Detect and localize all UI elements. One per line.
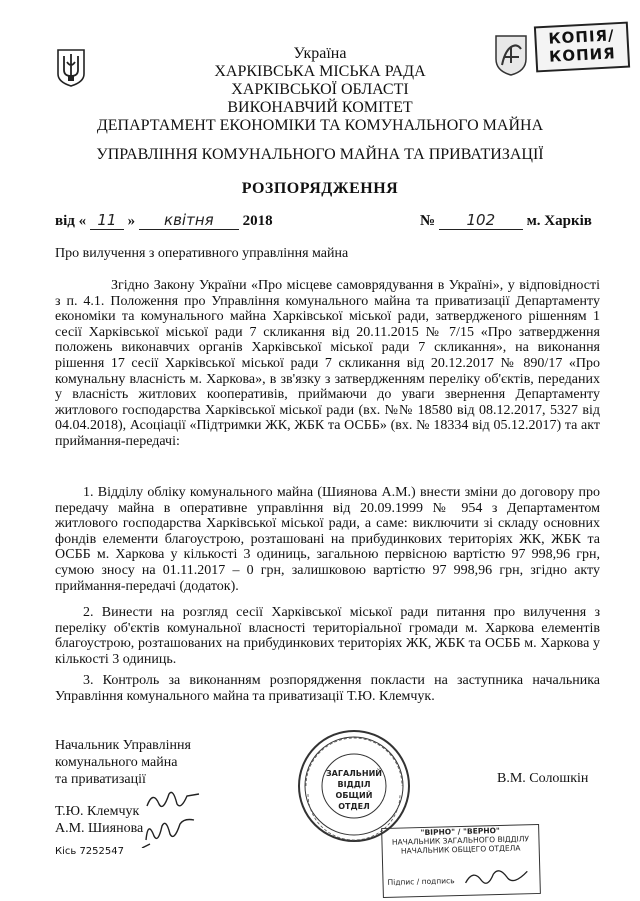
prepared-by-1: Т.Ю. Клемчук bbox=[55, 804, 140, 819]
signatory-title bbox=[55, 737, 191, 788]
cert-line-1: НАЧАЛЬНИК ЗАГАЛЬНОГО ВІДДІЛУ bbox=[391, 834, 530, 847]
signatory-title-line1: Начальник Управління bbox=[55, 738, 191, 753]
cert-sign-label: Підпис / подпись bbox=[387, 876, 455, 887]
seal-line-1: ЗАГАЛЬНИЙ bbox=[326, 769, 382, 778]
body-item-3: 3. Контроль за виконанням розпорядження покласти на заступника начальника Управління комунального майна та приватизації Т.Ю. Клемчук. bbox=[55, 673, 600, 704]
date-prefix: від « bbox=[55, 213, 87, 229]
head-name: В.М. Солошкін bbox=[497, 771, 589, 786]
header-office: УПРАВЛІННЯ КОМУНАЛЬНОГО МАЙНА ТА ПРИВАТИЗАЦІЇ bbox=[96, 146, 544, 163]
document-number: 102 bbox=[439, 211, 523, 230]
signatory-title-line3: та приватизації bbox=[55, 772, 146, 787]
date-mid: » bbox=[127, 213, 136, 229]
seal-center-text bbox=[324, 768, 384, 812]
date-month: квітня bbox=[139, 211, 239, 230]
date-day: 11 bbox=[90, 211, 124, 230]
number-block bbox=[420, 211, 610, 231]
city-name: м. Харків bbox=[526, 213, 592, 229]
header-department: ДЕПАРТАМЕНТ ЕКОНОМІКИ ТА КОМУНАЛЬНОГО МАЙНА bbox=[96, 117, 544, 134]
kis-code: Кісь 7252547 bbox=[55, 846, 124, 857]
prepared-by-2: А.М. Шиянова bbox=[55, 821, 144, 836]
cert-signature-scribble bbox=[461, 863, 532, 891]
body-item-1: 1. Відділу обліку комунального майна (Шиянова А.М.) внести зміни до договору про передачу майна в оперативне управління від 20.09.1999 № 954 з Департаментом житлового господарства Харківської міської ради, а саме: виключити зі складу основних фондів елементи благоустрою, розташовані на прибудинкових територіях ЖК, ЖБК та ОСББ м. Харкова у кількості 3 одиниць, загальною первісною вартістю 97 998,96 грн, сумою зносу на 01.11.2017 – 0 грн, залишковою вартістю 97 998,96 грн, згідно акту приймання-передачі (додаток). bbox=[55, 485, 600, 594]
cert-line-2: НАЧАЛЬНИК ОБЩЕГО ОТДЕЛА bbox=[400, 843, 521, 856]
document-subject: Про вилучення з оперативного управління майна bbox=[55, 246, 349, 261]
cert-title: "ВІРНО" / "ВЕРНО" bbox=[420, 825, 500, 838]
copy-stamp-text: КОПІЯ/ КОПИЯ bbox=[547, 26, 617, 66]
signature-scribble-2 bbox=[140, 814, 200, 853]
official-seal bbox=[296, 728, 412, 844]
date-year: 2018 bbox=[242, 213, 273, 229]
body-intro: Згідно Закону України «Про місцеве самоврядування в Україні», у відповідності з п. 4.1. Положення про Управління комунального майна та приватизації Департаменту економіки та комунального майна Харківської міської ради, затвердженого рішенням 1 сесії Харківської міської ради 7 скликання від 20.11.2015 № 7/15 «Про затвердження положень виконавчих органів Харківської міської ради 7 скликання», на виконання рішення 17 сесії Харківської міської ради 7 скликання від 20.12.2017 № 890/17 «Про комунальну власність м. Харкова», в зв'язку з затвердженням переліку об'єктів, переданих у власність житлових кооперативів, приймаючи до уваги звернення Департаменту житлового господарства Харківської міської ради (вх. №№ 18580 від 08.12.2017, 5327 від 04.04.2018), Асоціації «Підтримки ЖК, ЖБК та ОСББ» (вх. № 18334 від 05.12.2017) та акт приймання-передачі: bbox=[55, 278, 600, 449]
certification-stamp bbox=[381, 824, 541, 898]
prepared-by bbox=[55, 803, 143, 837]
body-item-2: 2. Винести на розгляд сесії Харківської міської ради питання про вилучення з переліку об'єктів комунальної власності територіальної громади м. Харкова елементів благоустрою, розташованих на прибудинкових територіях ЖК, ЖБК та ОСББ м. Харкова у кількості 3 одиниць. bbox=[55, 605, 600, 667]
seal-line-3: ОБЩИЙ ОТДЕЛ bbox=[335, 791, 373, 811]
seal-line-2: ВІДДІЛ bbox=[337, 780, 371, 789]
document-type-title: РОЗПОРЯДЖЕННЯ bbox=[241, 180, 399, 197]
header-council: ХАРКІВСЬКА МІСЬКА РАДА bbox=[214, 63, 426, 80]
header-committee: ВИКОНАВЧИЙ КОМІТЕТ bbox=[227, 99, 413, 116]
number-label: № bbox=[420, 213, 436, 229]
signatory-title-line2: комунального майна bbox=[55, 755, 178, 770]
header-region: ХАРКІВСЬКОЇ ОБЛАСТІ bbox=[231, 81, 409, 98]
header-country: Україна bbox=[293, 45, 347, 62]
